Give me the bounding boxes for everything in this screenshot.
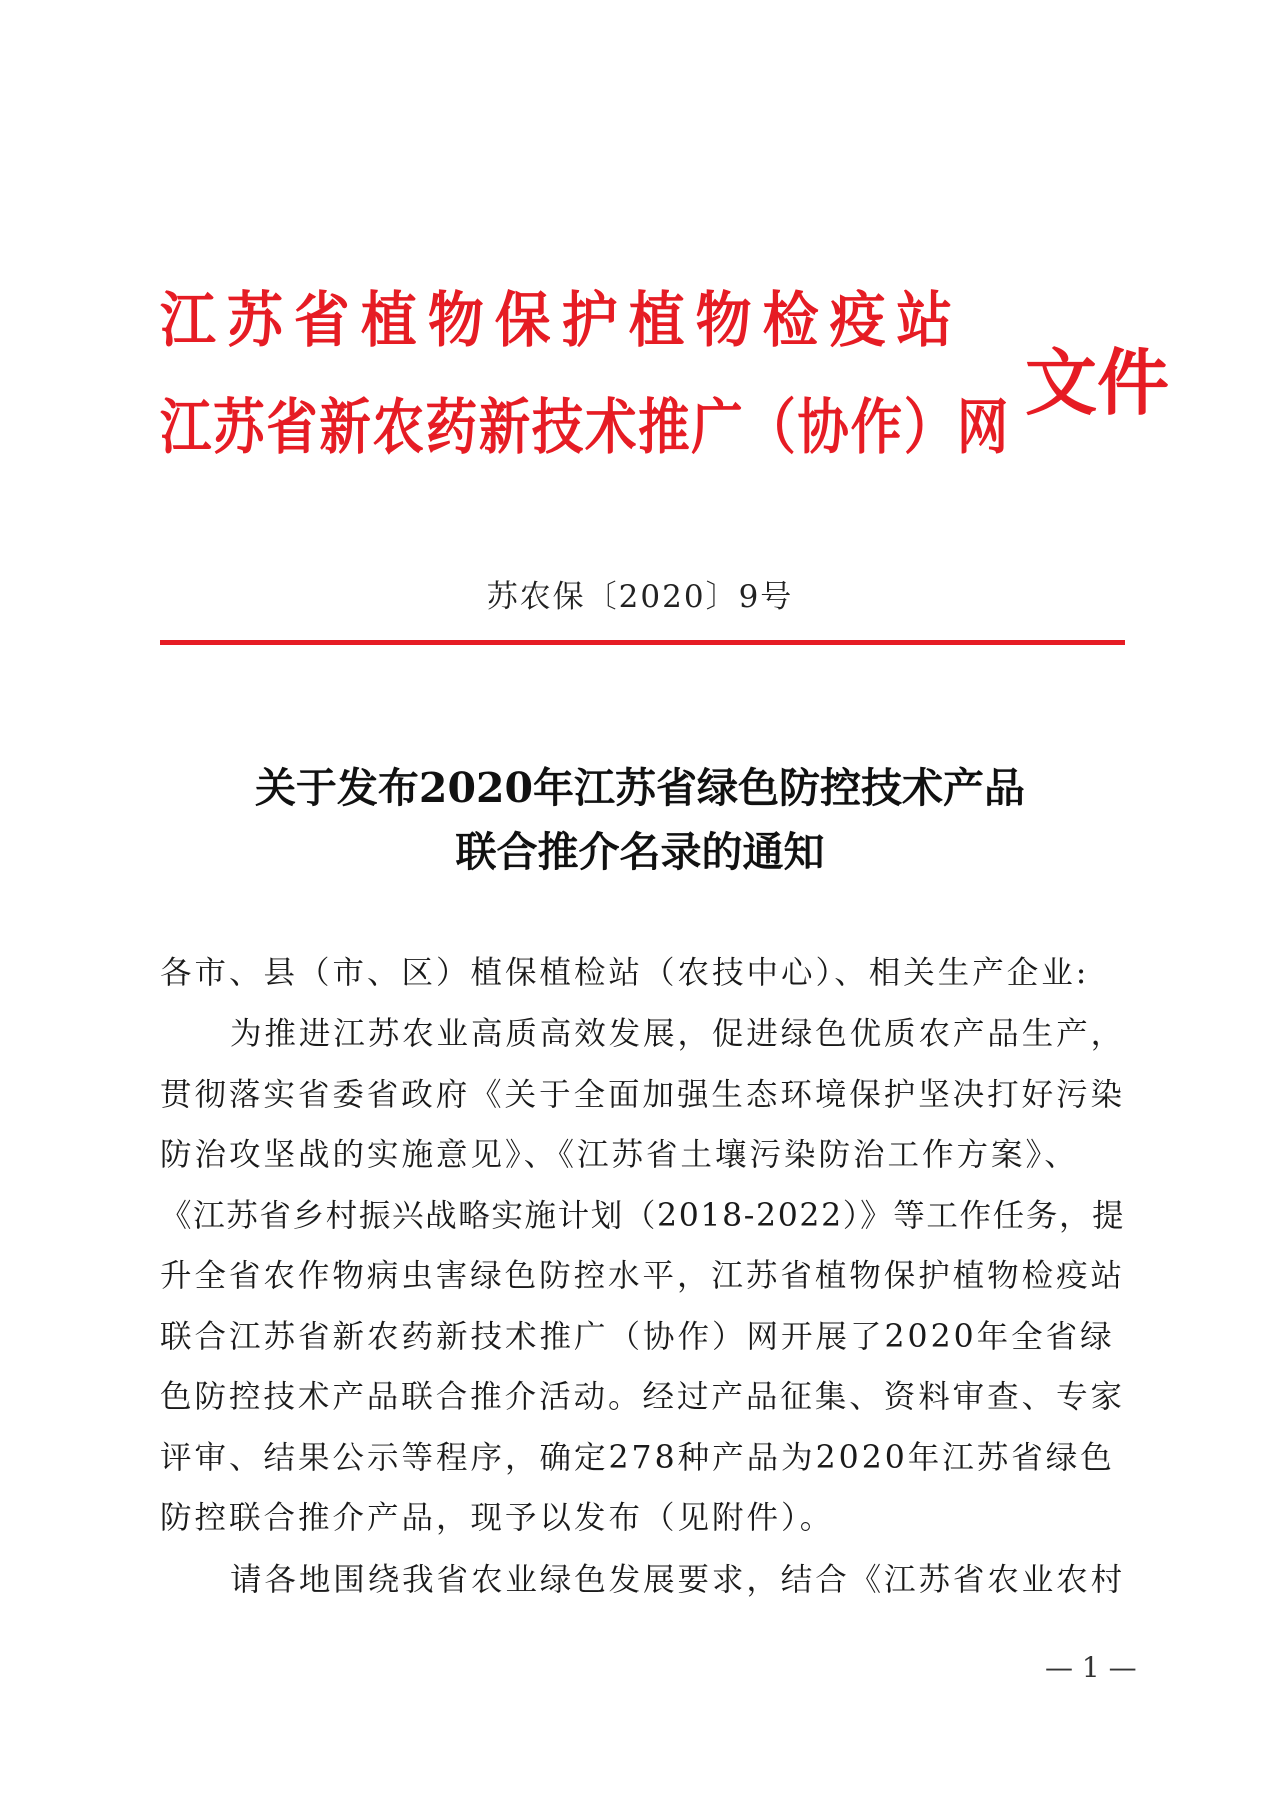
body-paragraph-1 bbox=[160, 1004, 1125, 1549]
body-line: 贯彻落实省委省政府《关于全面加强生态环境保护坚决打好污染 bbox=[160, 1076, 1126, 1113]
notice-title-line2: 联合推介名录的通知 bbox=[455, 828, 825, 876]
body-line: 评审、结果公示等程序，确定278种产品为2020年江苏省绿色 bbox=[160, 1439, 1115, 1476]
body-paragraph-2 bbox=[160, 1550, 1125, 1611]
notice-title-line1: 关于发布2020年江苏省绿色防控技术产品 bbox=[254, 764, 1026, 812]
red-divider-line bbox=[160, 640, 1125, 645]
page-number: — 1 — bbox=[1045, 1651, 1137, 1684]
body-line: 请各地围绕我省农业绿色发展要求，结合《江苏省农业农村 bbox=[230, 1562, 1126, 1598]
body-line: 防治攻坚战的实施意见》、《江苏省土壤污染防治工作方案》、 bbox=[160, 1137, 1079, 1173]
salutation: 各市、县（市、区）植保植检站（农技中心）、相关生产企业: bbox=[160, 955, 1090, 991]
body-line: 联合江苏省新农药新技术推广（协作）网开展了2020年全省绿 bbox=[160, 1318, 1115, 1355]
document-type-label: 文件 bbox=[1025, 341, 1170, 425]
issuer-name-line1: 江苏省植物保护植物检疫站 bbox=[160, 286, 964, 356]
body-line: 防控联合推介产品，现予以发布（见附件）。 bbox=[160, 1500, 835, 1536]
issuer-name-line2: 江苏省新农药新技术推广（协作）网 bbox=[160, 393, 1010, 463]
body-line: 色防控技术产品联合推介活动。经过产品征集、资料审查、专家 bbox=[160, 1379, 1126, 1415]
body-line: 升全省农作物病虫害绿色防控水平，江苏省植物保护植物检疫站 bbox=[160, 1258, 1126, 1294]
body-line: 为推进江苏农业高质高效发展，促进绿色优质农产品生产， bbox=[230, 1016, 1126, 1052]
body-line: 《江苏省乡村振兴战略实施计划（2018-2022）》等工作任务，提 bbox=[160, 1197, 1126, 1234]
document-number: 苏农保〔2020〕9号 bbox=[486, 579, 794, 615]
